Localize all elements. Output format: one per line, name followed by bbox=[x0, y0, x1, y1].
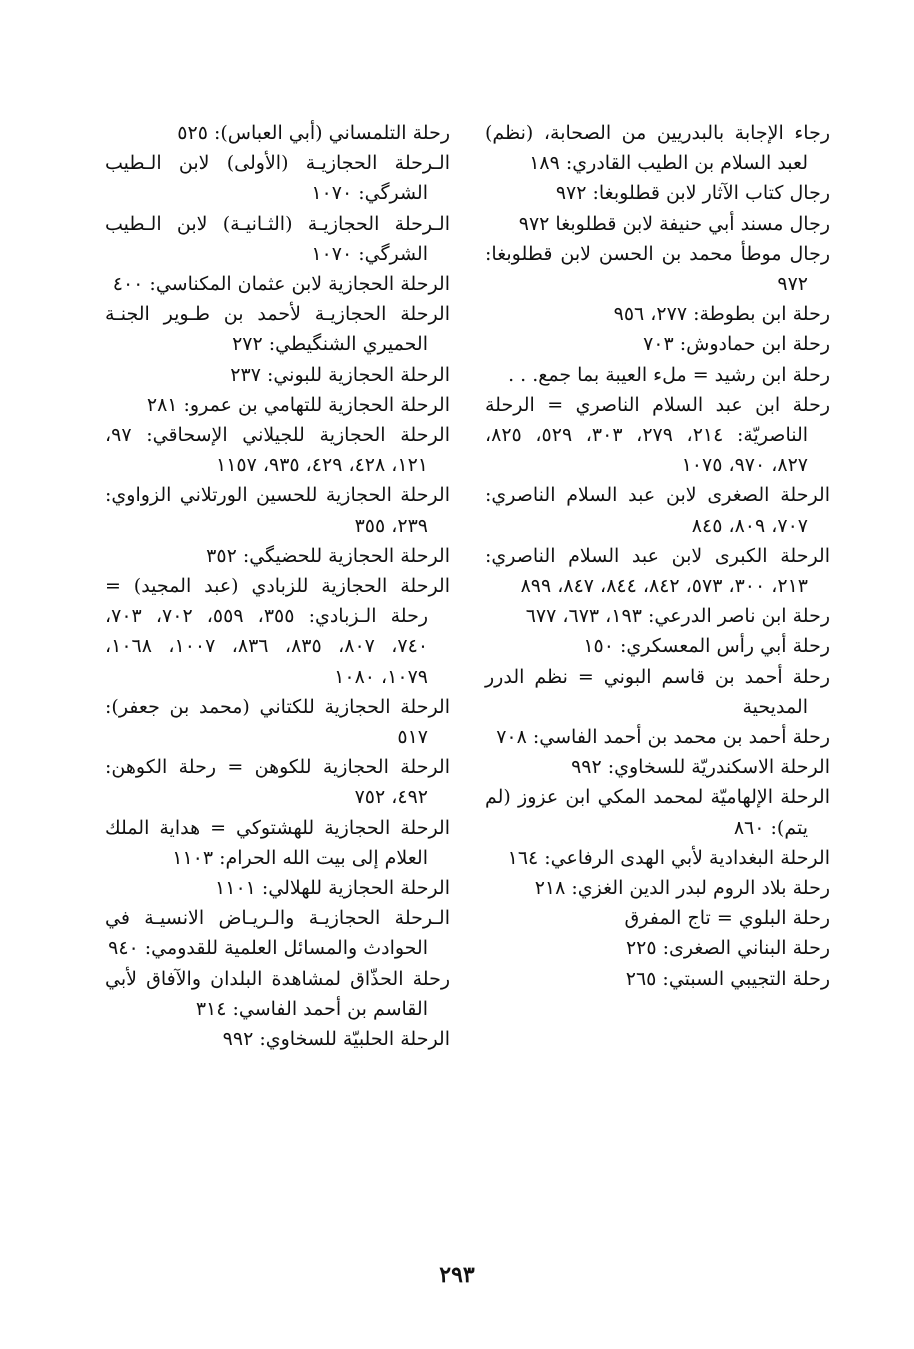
index-entry: الرحلة البغدادية لأبي الهدى الرفاعي: ١٦٤ bbox=[507, 846, 830, 869]
index-entry: رحلة ابن ناصر الدرعي: ١٩٣، ٦٧٣، ٦٧٧ bbox=[525, 605, 830, 628]
page-number: ٢٩٣ bbox=[439, 1262, 475, 1288]
index-entry: رحلة البلوي = تاج المفرق bbox=[624, 907, 830, 930]
index-entry: الرحلة الحجازية للكوهن = رحلة الكوهن: ٤٩٢، ٧٥٢ bbox=[105, 756, 450, 809]
index-entry: الرحلة الحجازية للتهامي بن عمرو: ٢٨١ bbox=[146, 393, 450, 416]
index-entry: الرحلة الحجازية للحضيگي: ٣٥٢ bbox=[206, 544, 450, 567]
index-entry: الرحلة الصغرى لابن عبد السلام الناصري: ٧٠٧، ٨٠٩، ٨٤٥ bbox=[485, 484, 830, 537]
index-entry: رحلة ابن حمادوش: ٧٠٣ bbox=[643, 333, 830, 356]
index-entry: الرحلة الحجازية للحسين الورتلاني الزواوي: ٢٣٩، ٣٥٥ bbox=[105, 484, 450, 537]
index-entry: رحلة ابن عبد السلام الناصري = الرحلة الناصريّة: ٢١٤، ٢٧٩، ٣٠٣، ٥٢٩، ٨٢٥، ٨٢٧، ٩٧٠، ١٠٧٥ bbox=[485, 393, 830, 477]
index-entry: رحلة بلاد الروم لبدر الدين الغزي: ٢١٨ bbox=[534, 877, 830, 900]
index-column-left bbox=[105, 118, 450, 1054]
index-entry: الرحلة الحجازية لابن عثمان المكناسي: ٤٠٠ bbox=[112, 273, 450, 296]
index-entry: الرحلة الحجازية للزبادي (عبد المجيد) = رحلة الـزبادي: ٣٥٥، ٥٥٩، ٧٠٢، ٧٠٣، ٧٤٠، ٨٠٧، ٨٣٥، ٨٣٦، ١٠٠٧، ١٠٦٨، ١٠٧٩، ١٠٨٠ bbox=[105, 575, 450, 688]
index-entry: الرحلة الاسكندريّة للسخاوي: ٩٩٢ bbox=[571, 756, 830, 779]
index-entry: رجال مسند أبي حنيفة لابن قطلوبغا ٩٧٢ bbox=[518, 212, 830, 235]
index-entry: الرحلة الحجازية للكتاني (محمد بن جعفر): ٥١٧ bbox=[105, 695, 450, 749]
index-entry: الرحلة الحجازية للهشتوكي = هداية الملك العلام إلى بيت الله الحرام: ١١٠٣ bbox=[105, 816, 450, 869]
index-entry: رحلة أبي رأس المعسكري: ١٥٠ bbox=[583, 635, 830, 658]
index-entry: الرحلة الحجازية للبوني: ٢٣٧ bbox=[230, 363, 450, 386]
index-entry: الـرحلة الحجازيـة (الثـانيـة) لابن الـطيب الشرگي: ١٠٧٠ bbox=[105, 212, 450, 265]
index-entry: رجال موطأ محمد بن الحسن لابن قطلوبغا: ٩٧٢ bbox=[485, 242, 830, 296]
index-entry: رحلة التجيبي السبتي: ٢٦٥ bbox=[625, 967, 830, 990]
index-entry: الرحلة الحجازيـة لأحمد بن طـوير الجنـة الحميري الشنگيطي: ٢٧٢ bbox=[105, 303, 450, 356]
index-column-right bbox=[485, 118, 830, 994]
index-entry: الرحلة الحجازية للجيلاني الإسحاقي: ٩٧، ١٢١، ٤٢٨، ٤٢٩، ٩٣٥، ١١٥٧ bbox=[105, 424, 450, 477]
index-entry: رحلة أحمد بن قاسم البوني = نظم الدرر المديحية bbox=[485, 665, 830, 718]
index-entry: رجاء الإجابة بالبدريين من الصحابة، (نظم) لعبد السلام بن الطيب القادري: ١٨٩ bbox=[485, 122, 830, 175]
index-entry: رحلة التلمساني (أبي العباس): ٥٢٥ bbox=[177, 122, 450, 144]
index-entry: رحلة الحذّاق لمشاهدة البلدان والآفاق لأبي القاسم بن أحمد الفاسي: ٣١٤ bbox=[105, 967, 450, 1020]
index-entry: رحلة أحمد بن محمد بن أحمد الفاسي: ٧٠٨ bbox=[496, 726, 830, 749]
index-entry: الرحلة الكبرى لابن عبد السلام الناصري: ٢١٣، ٣٠٠، ٥٧٣، ٨٤٢، ٨٤٤، ٨٤٧، ٨٩٩ bbox=[485, 544, 830, 598]
index-entry: رجال كتاب الآثار لابن قطلوبغا: ٩٧٢ bbox=[555, 182, 830, 205]
index-entry: رحلة ابن بطوطة: ٢٧٧، ٩٥٦ bbox=[613, 303, 830, 326]
index-entry: رحلة ابن رشيد = ملء العيبة بما جمع. . . bbox=[508, 363, 830, 386]
index-entry: الرحلة الحجازية للهلالي: ١١٠١ bbox=[215, 877, 450, 900]
index-entry: الـرحلة الحجازيـة (الأولى) لابن الـطيب الشرگي: ١٠٧٠ bbox=[105, 152, 450, 205]
index-entry: الـرحلة الحجازيـة والـريـاض الانسيـة في الحوادث والمسائل العلمية للقدومي: ٩٤٠ bbox=[105, 907, 450, 960]
index-entry: الرحلة الحلبيّة للسخاوي: ٩٩٢ bbox=[222, 1028, 450, 1051]
index-entry: الرحلة الإلهاميّة لمحمد المكي ابن عزوز (لم يتم): ٨٦٠ bbox=[485, 786, 830, 839]
index-entry: رحلة البناني الصغرى: ٢٢٥ bbox=[625, 937, 830, 960]
